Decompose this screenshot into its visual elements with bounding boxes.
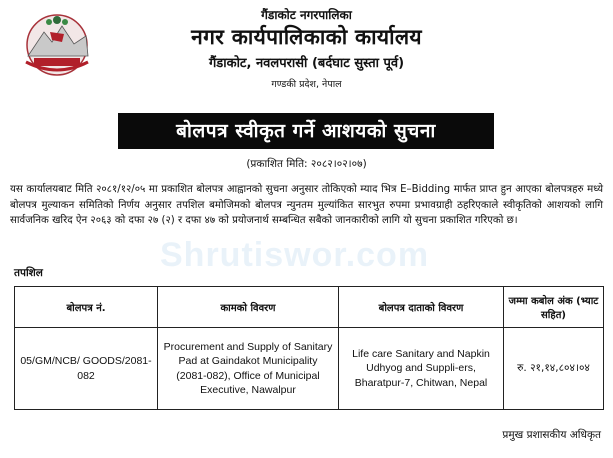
bid-table [14,286,604,410]
table-header-row [15,287,604,328]
watermark-text: Shrutiswor.com [160,236,430,274]
notice-title: बोलपत्र स्वीकृत गर्ने आशयको सुचना [118,113,494,149]
schedule-label: तपशिल [14,267,43,279]
province-line: गण्डकी प्रदेश, नेपाल [271,79,342,90]
header-bidder-details: बोलपत्र दाताको विवरण [339,287,504,328]
municipality-name: गैंडाकोट नगरपालिका [261,8,352,22]
notice-body: यस कार्यालयबाट मिति २०८१/१२/०५ मा प्रकाशित बोलपत्र आह्वानको सुचना अनुसार तोकिएको म्याद भित्र E–Bidding मार्फत प्राप्त हुन आएका बोलपत्रहरु मध्ये बोलपत्र मुल्याकन समितिको निर्णय अनुसार तपशिल बमोजिमको बोलपत्र न्युनतम मुल्यांकित सारभुत रुपमा प्रभावग्राही ठहरिएकाले स्वीकृतिको आशयको लागि सार्वजनिक खरिद ऐन २०६३ को दफा २७ (२) र दफा ४७ को प्रयोजनार्थ सम्बन्धित सबैको जानकारीको लागि यो सुचना प्रकाशित गरिएको छ। [10,184,603,226]
table-row [15,328,604,410]
publication-date: (प्रकाशित मिति: २०८२।०२।०७) [246,158,367,170]
cell-bid-number: 05/GM/NCB/ GOODS/2081-082 [15,328,158,410]
office-address: गैंडाकोट, नवलपरासी (बर्दघाट सुस्ता पूर्व) [208,56,405,71]
signature-title: प्रमुख प्रशासकीय अधिकृत [502,429,601,441]
cell-total-amount: रु. २१,१४,८०४।०४ [504,328,604,410]
office-name: नगर कार्यपालिकाको कार्यालय [191,25,422,49]
header-bid-number: बोलपत्र नं. [15,287,158,328]
header-work-description: कामको विवरण [158,287,339,328]
cell-bidder-details: Life care Sanitary and Napkin Udhyog and Suppli-ers, Bharatpur-7, Chitwan, Nepal [339,328,504,410]
cell-work-description: Procurement and Supply of Sanitary Pad at Gaindakot Municipality (2081-082), Office of Municipal Executive, Nawalpur [158,328,339,410]
header-total-amount: जम्मा कबोल अंक (भ्याट सहित) [504,287,604,328]
